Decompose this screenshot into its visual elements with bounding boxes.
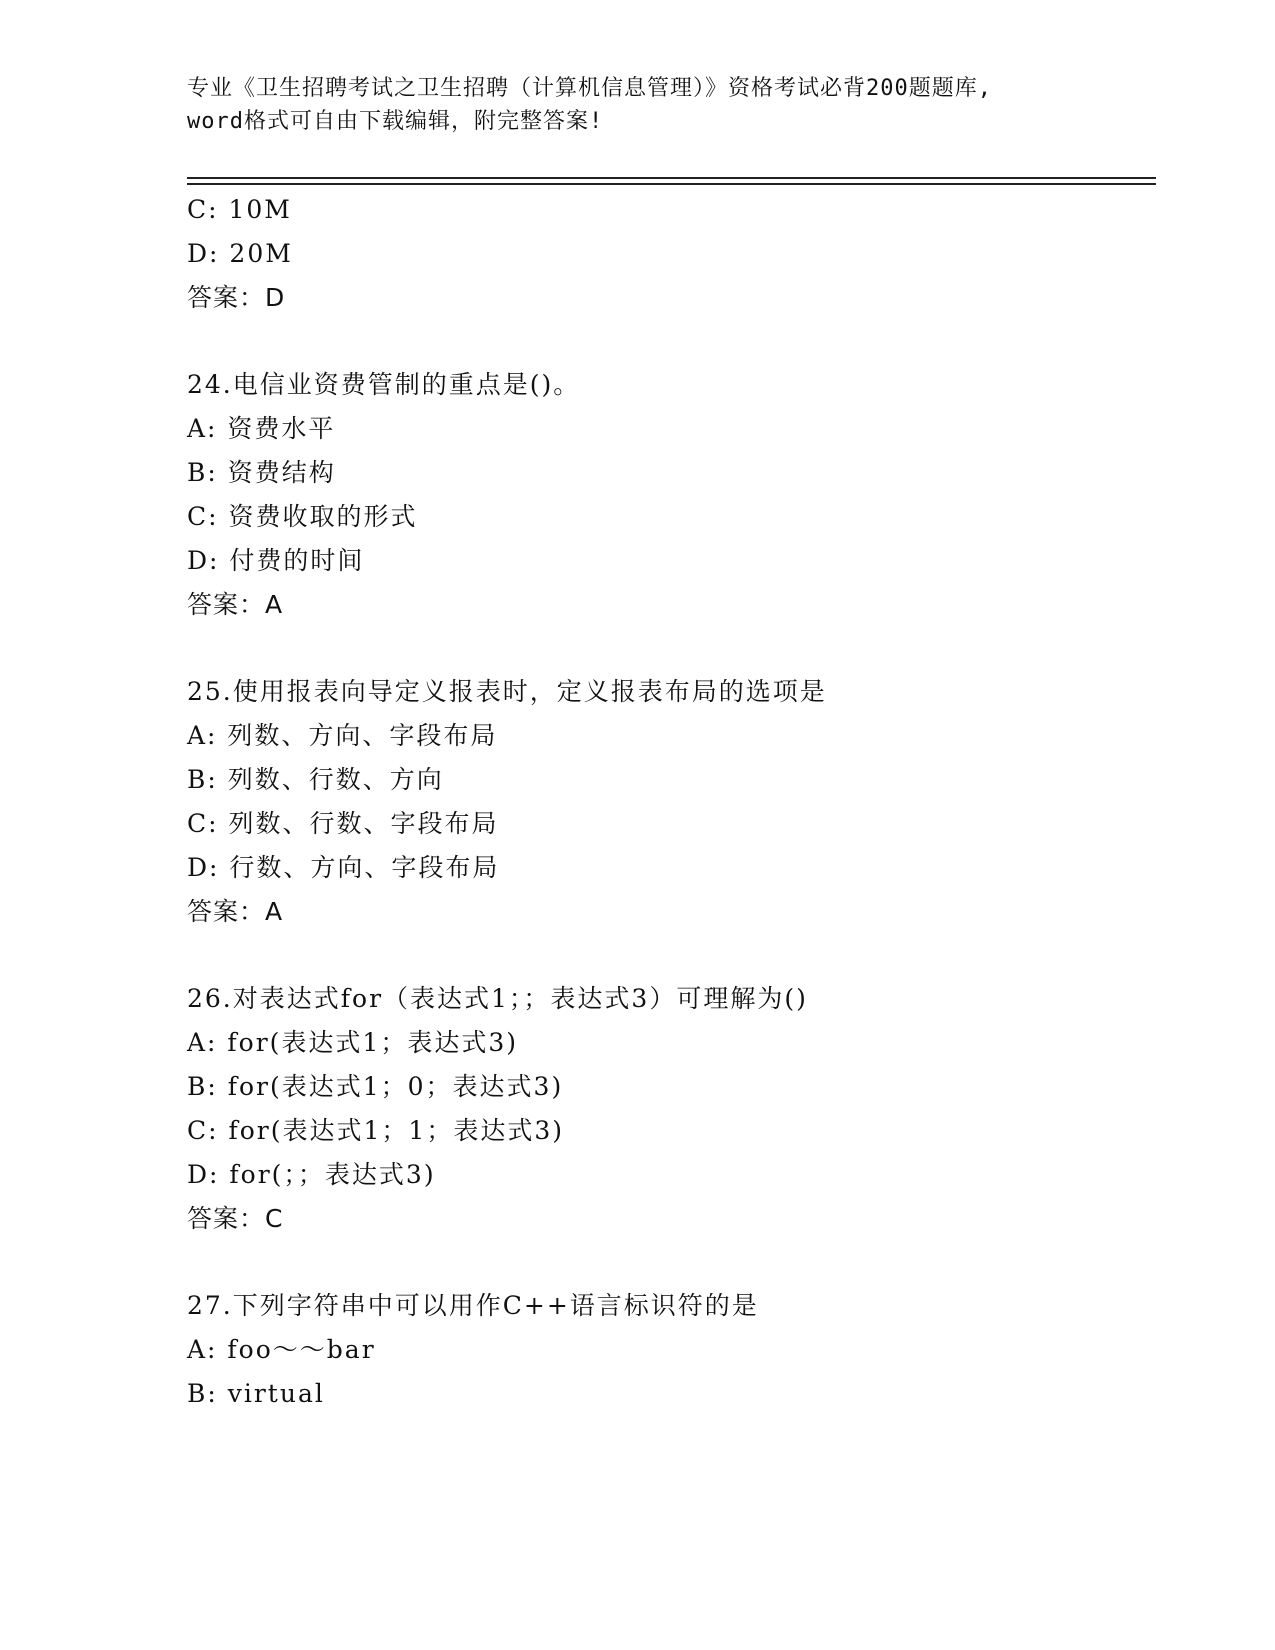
q25-option-d: D: 行数、方向、字段布局: [187, 853, 500, 882]
q26-option-a: A: for(表达式1；表达式3): [187, 1028, 518, 1057]
q25-option-c: C: 列数、行数、字段布局: [187, 809, 499, 838]
q26-option-b: B: for(表达式1；0；表达式3): [187, 1072, 564, 1101]
q24-stem: 24.电信业资费管制的重点是()。: [187, 370, 581, 399]
q26-answer: 答案：C: [187, 1204, 284, 1233]
q24-option-a: A: 资费水平: [187, 414, 336, 443]
q25-stem: 25.使用报表向导定义报表时，定义报表布局的选项是: [187, 677, 827, 706]
prev-option-c: C: 10M: [187, 195, 292, 224]
q26-option-d: D: for(；；表达式3): [187, 1160, 436, 1189]
header-title-line-1: 专业《卫生招聘考试之卫生招聘（计算机信息管理）》资格考试必背200题题库,: [187, 76, 992, 101]
q24-option-d: D: 付费的时间: [187, 546, 365, 575]
q27-stem: 27.下列字符串中可以用作C++语言标识符的是: [187, 1291, 759, 1320]
header-divider-top: [187, 177, 1156, 179]
header-title-line-2: word格式可自由下载编辑，附完整答案!: [187, 109, 604, 134]
q26-stem: 26.对表达式for（表达式1；；表达式3）可理解为(): [187, 984, 808, 1013]
prev-option-d: D: 20M: [187, 239, 293, 268]
document-header: [187, 72, 1087, 138]
q24-option-c: C: 资费收取的形式: [187, 502, 418, 531]
q24-answer: 答案：A: [187, 590, 284, 619]
q24-option-b: B: 资费结构: [187, 458, 336, 487]
q26-option-c: C: for(表达式1；1；表达式3): [187, 1116, 564, 1145]
q25-option-b: B: 列数、行数、方向: [187, 765, 444, 794]
q27-option-b: B: virtual: [187, 1379, 325, 1408]
header-divider-bottom: [187, 183, 1156, 185]
q25-option-a: A: 列数、方向、字段布局: [187, 721, 498, 750]
prev-answer: 答案：D: [187, 283, 286, 312]
q27-option-a: A: foo～～bar: [187, 1335, 376, 1364]
q25-answer: 答案：A: [187, 897, 284, 926]
